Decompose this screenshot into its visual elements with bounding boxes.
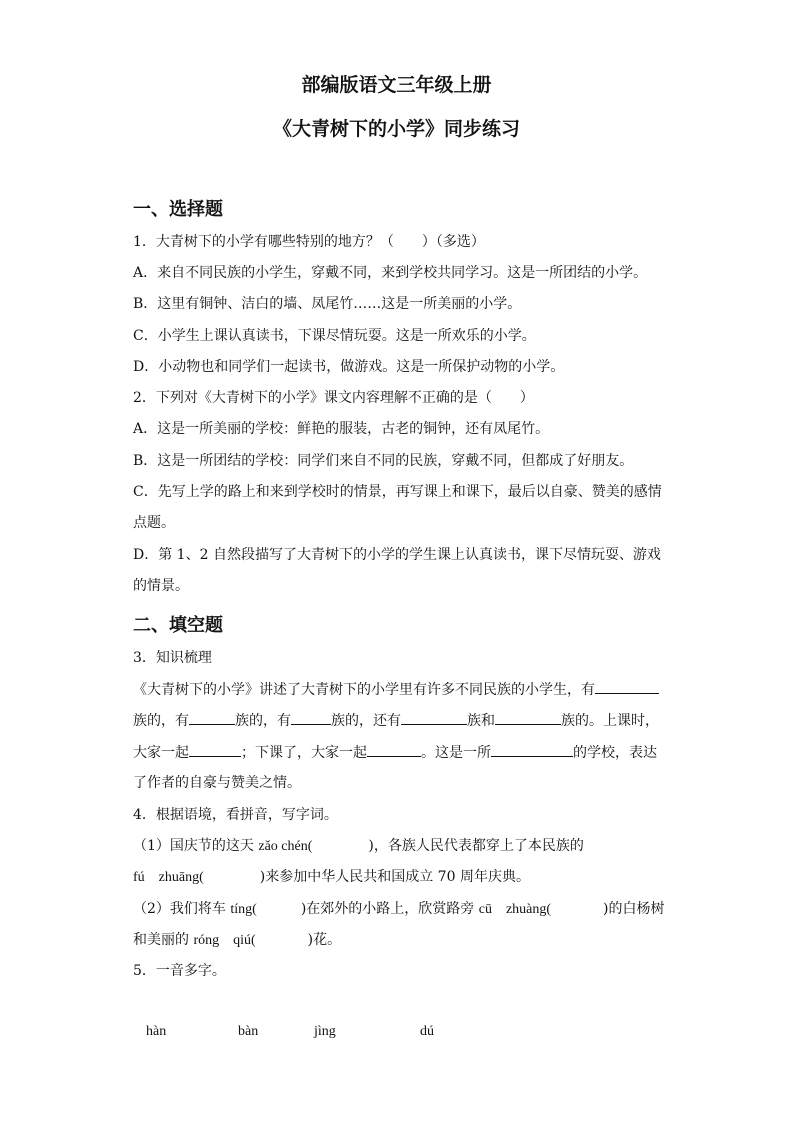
question-1-option-d: D．小动物也和同学们一起读书，做游戏。这是一所保护动物的小学。 xyxy=(133,359,565,375)
question-2-option-c-line2: 点题。 xyxy=(133,515,175,531)
question-2-option-a: A．这是一所美丽的学校：鲜艳的服装，古老的铜钟，还有凤尾竹。 xyxy=(133,421,550,437)
question-3-text: 。这是一所 xyxy=(421,745,491,761)
question-1-option-b: B．这里有铜钟、洁白的墙、凤尾竹……这是一所美丽的小学。 xyxy=(133,296,522,312)
answer-blank[interactable] xyxy=(495,710,561,725)
question-3-text: 《大青树下的小学》讲述了大青树下的小学里有许多不同民族的小学生，有 xyxy=(133,682,595,698)
page-subtitle: 《大青树下的小学》同步练习 xyxy=(272,118,520,140)
question-3-line-2 xyxy=(133,710,659,731)
question-4-part-1-line-2 xyxy=(133,867,530,888)
answer-blank[interactable] xyxy=(491,742,573,757)
answer-blank[interactable] xyxy=(189,742,241,757)
pinyin-item: dú xyxy=(420,1024,434,1039)
question-4-text: （2）我们将车 xyxy=(133,901,231,917)
pinyin-prompt: tíng( xyxy=(230,902,257,917)
answer-blank[interactable] xyxy=(401,710,467,725)
question-2-option-d-line1: D．第 1、2 自然段描写了大青树下的小学的学生课上认真读书，课下尽情玩耍、游戏 xyxy=(133,547,661,563)
question-5-stem: 5．一音多字。 xyxy=(133,963,226,979)
question-3-text: 族的。上课时， xyxy=(561,713,659,729)
answer-blank[interactable] xyxy=(189,710,235,725)
question-3-text: 族和 xyxy=(467,713,495,729)
question-2-option-d-line2: 的情景。 xyxy=(133,578,189,594)
question-2-option-b: B．这是一所团结的学校：同学们来自不同的民族，穿戴不同，但都成了好朋友。 xyxy=(133,453,634,469)
answer-blank[interactable] xyxy=(595,679,659,694)
question-4-text: )花。 xyxy=(307,932,342,948)
question-2-stem: 2．下列对《大青树下的小学》课文内容理解不正确的是（ ） xyxy=(133,390,534,406)
question-3-text: 族的，有 xyxy=(235,713,291,729)
pinyin-item: jìng xyxy=(314,1024,336,1039)
question-3-stem: 3．知识梳理 xyxy=(133,650,212,666)
question-4-part-2-line-2 xyxy=(133,930,341,951)
answer-blank[interactable] xyxy=(291,710,331,725)
question-3-line-1 xyxy=(133,679,659,700)
question-3-text: 大家一起 xyxy=(133,745,189,761)
question-1-option-c: C．小学生上课认真读书，下课尽情玩耍。这是一所欢乐的小学。 xyxy=(133,328,536,344)
question-4-stem: 4．根据语境，看拼音，写字词。 xyxy=(133,807,338,823)
section-heading-choice: 一、选择题 xyxy=(133,199,223,220)
question-4-part-1-line-1 xyxy=(133,836,584,857)
pinyin-prompt: cū zhuàng( xyxy=(478,902,552,917)
question-4-text: )在郊外的小路上，欣赏路旁 xyxy=(300,901,479,917)
question-4-text: )的白杨树 xyxy=(603,901,665,917)
question-3-text: 的学校，表达 xyxy=(573,745,657,761)
question-3-text: 族的，还有 xyxy=(331,713,401,729)
question-1-stem: 1．大青树下的小学有哪些特别的地方？（ ）（多选） xyxy=(133,234,485,250)
pinyin-prompt: fú zhuāng( xyxy=(133,870,204,885)
question-4-text: )，各族人民代表都穿上了本民族的 xyxy=(368,838,584,854)
question-2-option-c-line1: C．先写上学的路上和来到学校时的情景，再写课上和课下，最后以自豪、赞美的感情 xyxy=(133,484,662,500)
page-title: 部编版语文三年级上册 xyxy=(301,74,492,96)
question-4-text: （1）国庆节的这天 xyxy=(133,838,259,854)
pinyin-prompt: róng qiú( xyxy=(193,933,256,948)
answer-blank[interactable] xyxy=(367,742,421,757)
question-4-text: )来参加中华人民共和国成立 70 周年庆典。 xyxy=(259,869,530,885)
question-3-line-4: 了作者的自豪与赞美之情。 xyxy=(133,775,301,791)
pinyin-item: bàn xyxy=(238,1024,259,1039)
question-1-option-a: A．来自不同民族的小学生，穿戴不同，来到学校共同学习。这是一所团结的小学。 xyxy=(133,265,648,281)
question-3-text: 族的，有 xyxy=(133,713,189,729)
question-3-text: ；下课了，大家一起 xyxy=(241,745,367,761)
pinyin-prompt: zǎo chén( xyxy=(258,839,313,854)
section-heading-fill: 二、填空题 xyxy=(133,615,223,636)
pinyin-item: hàn xyxy=(146,1024,167,1039)
question-3-line-3 xyxy=(133,742,657,763)
question-4-text: 和美丽的 xyxy=(133,932,194,948)
question-4-part-2-line-1 xyxy=(133,899,665,920)
